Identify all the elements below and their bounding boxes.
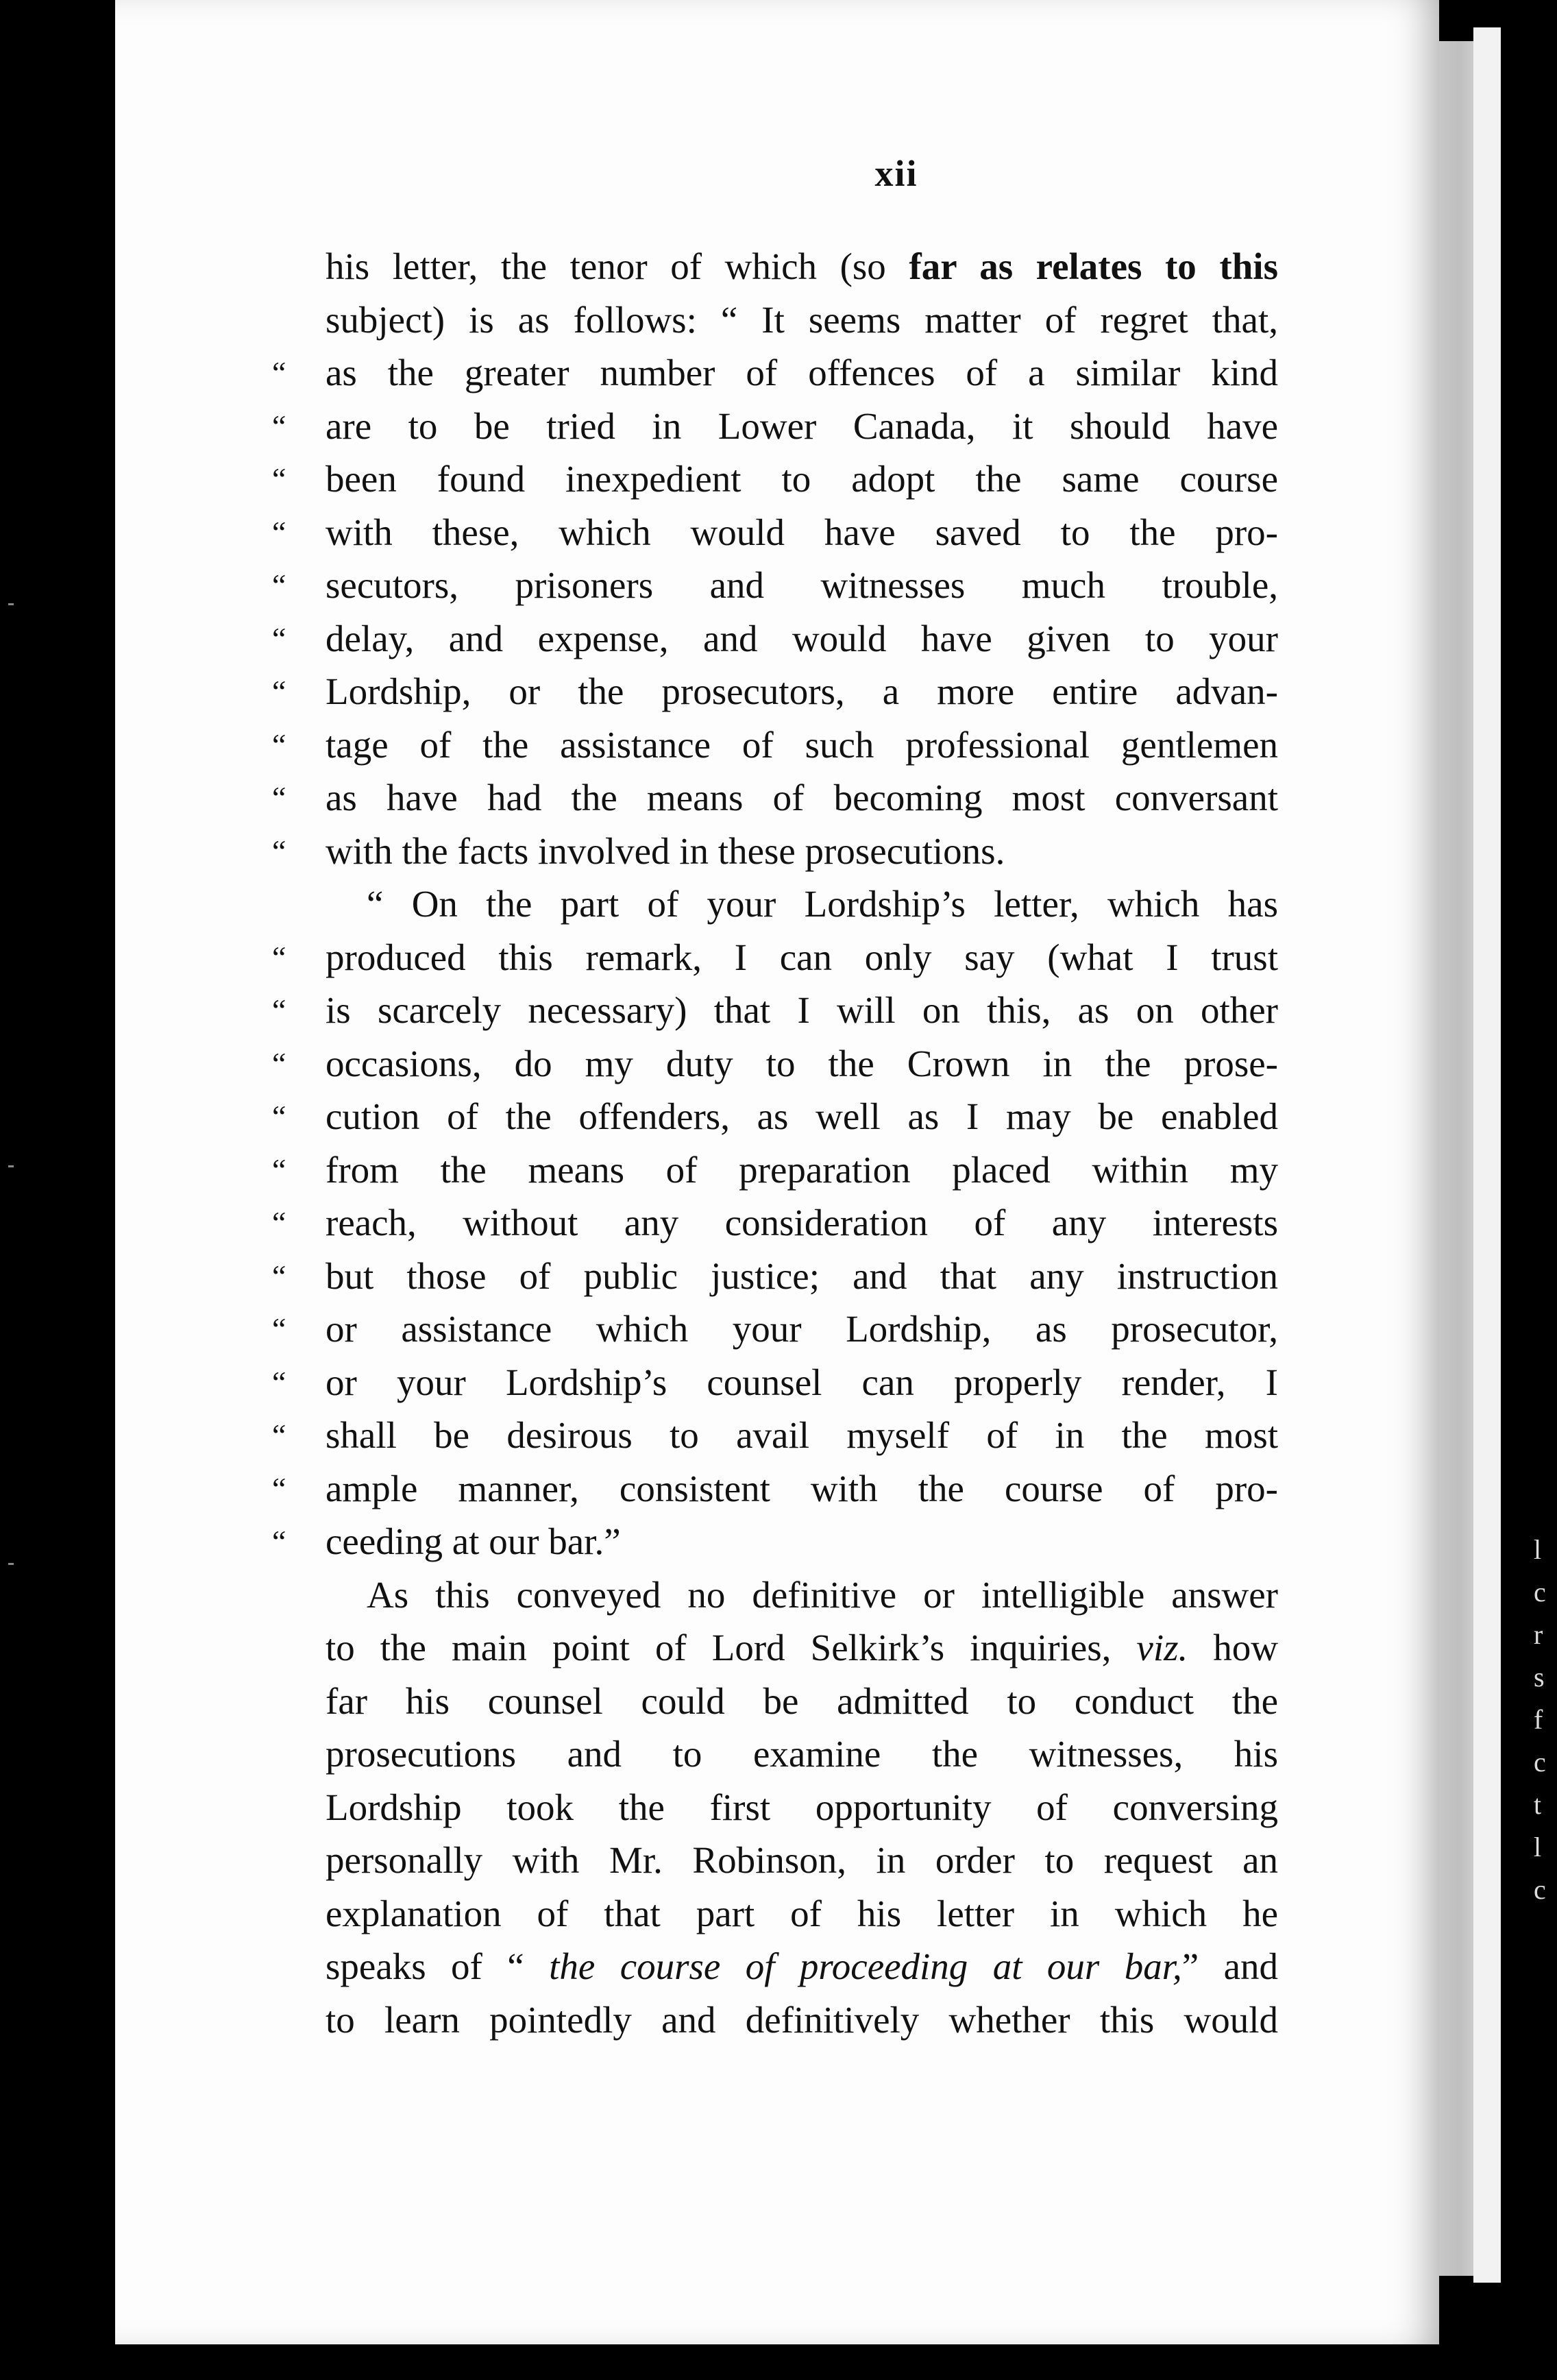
scan-border-mark [8, 1165, 14, 1167]
line-text: as have had the means of becoming most conversant [326, 777, 1278, 818]
line-text: to the main point of Lord Selkirk’s inquiries, [326, 1627, 1137, 1668]
text-line [272, 612, 1278, 666]
quote-mark: “ [272, 993, 286, 1028]
page-number: xii [874, 153, 918, 194]
margin-fragment: f [1534, 1704, 1543, 1735]
quote-mark: “ [272, 780, 286, 815]
text-line [272, 931, 1278, 984]
quote-mark: “ [272, 1418, 286, 1453]
quote-mark: “ [272, 833, 286, 869]
quote-mark: “ [272, 1364, 286, 1400]
body-text [272, 240, 1278, 2046]
text-line [272, 452, 1278, 506]
line-text: tage of the assistance of such professional gentlemen [326, 723, 1278, 766]
text-line [326, 1621, 1278, 1675]
text-line [272, 1250, 1278, 1303]
line-text: Lordship took the first opportunity of conversing [326, 1786, 1278, 1828]
line-text: prosecutions and to examine the witnesses, his [326, 1733, 1278, 1775]
line-text: delay, and expense, and would have given to your [326, 617, 1278, 659]
margin-fragment: c [1534, 1747, 1546, 1777]
quote-mark: “ [272, 1045, 286, 1081]
scan-border-mark [8, 1563, 14, 1565]
margin-fragment: c [1534, 1577, 1546, 1607]
quote-mark: “ [272, 1152, 286, 1187]
line-text: to learn pointedly and definitively whether this would [326, 1998, 1278, 2041]
line-text: as the greater number of offences of a similar kind [326, 352, 1278, 393]
text-line [272, 1143, 1278, 1197]
line-text: but those of public justice; and that any instruction [326, 1254, 1278, 1297]
text-line [326, 1940, 1278, 1993]
quote-mark: “ [272, 461, 286, 496]
line-text-italic: the course of proceeding at our bar, [549, 1945, 1182, 1987]
line-text: ceeding at our bar.” [326, 1520, 621, 1562]
text-line [272, 984, 1278, 1037]
line-text: or your Lordship’s counsel can properly render, I [326, 1361, 1278, 1403]
margin-fragment: s [1534, 1662, 1545, 1692]
text-line [272, 1356, 1278, 1409]
text-line [272, 400, 1278, 453]
line-text: Lordship, or the prosecutors, a more entire advan- [326, 670, 1278, 712]
text-line [326, 1675, 1278, 1728]
quote-mark: “ [272, 939, 286, 975]
scan-border-mark [8, 603, 14, 605]
text-line [326, 877, 1278, 931]
text-line [326, 1887, 1278, 1941]
line-text: As this conveyed no definitive or intelligible answer [367, 1573, 1278, 1616]
facing-page-margin-fragments [1534, 1529, 1554, 1911]
text-line [272, 1409, 1278, 1462]
line-text: or assistance which your Lordship, as prosecutor, [326, 1308, 1278, 1350]
line-text-tail: how [1188, 1627, 1278, 1668]
line-text: shall be desirous to avail myself of in the most [326, 1414, 1278, 1456]
line-text: explanation of that part of his letter in which he [326, 1892, 1278, 1934]
line-text: personally with Mr. Robinson, in order to request an [326, 1839, 1278, 1881]
text-line [272, 346, 1278, 400]
line-text: been found inexpedient to adopt the same course [326, 458, 1278, 500]
quote-mark: “ [272, 514, 286, 550]
quote-mark: “ [272, 620, 286, 656]
line-text: “ On the part of your Lordship’s letter, which has [367, 883, 1278, 925]
text-line [272, 1515, 1278, 1568]
text-line [326, 1781, 1278, 1834]
text-line [326, 293, 1278, 347]
margin-fragment: l [1534, 1534, 1542, 1565]
text-line [326, 1993, 1278, 2047]
text-line [272, 771, 1278, 825]
quote-mark: “ [272, 1258, 286, 1294]
quote-mark: “ [272, 1524, 286, 1559]
line-text: reach, without any consideration of any interests [326, 1202, 1278, 1243]
text-line [326, 1727, 1278, 1781]
line-text: is scarcely necessary) that I will on this, as on other [326, 989, 1278, 1031]
line-text: his letter, the tenor of which (so [326, 245, 909, 287]
line-text: from the means of preparation placed within my [326, 1148, 1278, 1191]
line-text: ample manner, consistent with the course of pro- [326, 1467, 1278, 1509]
quote-mark: “ [272, 568, 286, 603]
text-line [272, 1037, 1278, 1091]
line-text: with the facts involved in these prosecutions. [326, 829, 1005, 872]
quote-mark: “ [272, 408, 286, 444]
quote-mark: “ [272, 674, 286, 709]
line-text: cution of the offenders, as well as I may be enabled [326, 1095, 1278, 1137]
line-text: occasions, do my duty to the Crown in the prose- [326, 1042, 1278, 1084]
quote-mark: “ [272, 1470, 286, 1506]
text-line [272, 506, 1278, 559]
text-line [326, 1568, 1278, 1622]
line-text-italic: viz. [1136, 1627, 1188, 1668]
line-text-tail: ” and [1181, 1945, 1278, 1987]
line-text: speaks of “ [326, 1945, 550, 1987]
margin-fragment: t [1534, 1789, 1542, 1820]
quote-mark: “ [272, 1205, 286, 1240]
text-line [272, 559, 1278, 612]
margin-fragment: r [1534, 1619, 1543, 1650]
page-stack-edge [1473, 27, 1501, 2283]
margin-fragment: l [1534, 1832, 1542, 1862]
line-text: produced this remark, I can only say (what I trust [326, 936, 1278, 978]
text-line [272, 665, 1278, 718]
text-line [272, 825, 1278, 878]
margin-fragment: c [1534, 1874, 1546, 1905]
text-line [272, 1090, 1278, 1143]
quote-mark: “ [272, 1099, 286, 1134]
quote-mark: “ [272, 355, 286, 390]
text-line [326, 240, 1278, 293]
line-text: subject) is as follows: “ It seems matter of regret that, [326, 298, 1278, 341]
line-text-bold: far as relates to this [909, 245, 1278, 287]
text-line [326, 1834, 1278, 1887]
text-line [272, 718, 1278, 772]
line-text: far his counsel could be admitted to conduct the [326, 1679, 1278, 1722]
line-text: are to be tried in Lower Canada, it should have [326, 404, 1278, 447]
line-text: with these, which would have saved to the pro- [326, 511, 1278, 553]
text-line [272, 1196, 1278, 1250]
line-text: secutors, prisoners and witnesses much trouble, [326, 564, 1278, 606]
quote-mark: “ [272, 1311, 286, 1346]
quote-mark: “ [272, 727, 286, 762]
text-line [272, 1462, 1278, 1516]
text-line [272, 1302, 1278, 1356]
